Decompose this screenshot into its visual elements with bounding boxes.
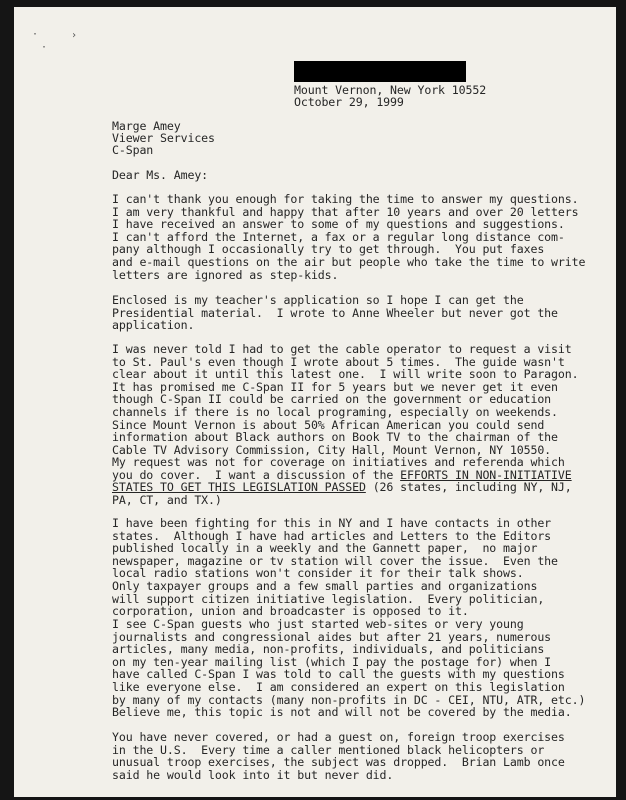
request-line-2: you do cover. I want a discussion of the <box>112 467 401 482</box>
recipient-organization: C-Span <box>112 143 154 157</box>
paragraph-cable: I was never told I had to get the cable operator to request a visit to St. Paul's even though I wrote about 5 times. The guide wasn't clear about it until this latest one. I will write soon to Paragon. It has promised me C-Span II for 5 years but we never get it even though C-Span II could be carried on the government or education channels if there is no local programing, especially on weekends. Since Mount Vernon is about 50% African American you could send information about Black authors on Book TV to the chairman of the Cable TV Advisory Commission, City Hall, Mount Vernon, NY 10550. <box>112 342 579 457</box>
request-line-1: My request was not for coverage on initiatives and referenda which <box>112 455 565 469</box>
underlined-efforts: EFFORTS IN NON-INITIATIVE <box>400 467 572 482</box>
paragraph-troops: You have never covered, or had a guest on, foreign troop exercises in the U.S. Every time a caller mentioned black helicopters or unusual troop exercises, the subject was dropped. Brian Lamb once said he would look into it but never did. <box>112 730 565 782</box>
letter-date: October 29, 1999 <box>294 95 404 109</box>
underlined-states: STATES TO GET THIS LEGISLATION PASSED <box>112 480 366 495</box>
letter-page <box>14 7 616 797</box>
scan-speck: · <box>41 42 48 53</box>
paragraph-thanks: I can't thank you enough for taking the time to answer my questions. I am very thankful and happy that after 10 years and over 20 letters I have received an answer to some of my questions and suggestions. I can't afford the Internet, a fax or a regular long distance com- pany although I occasionally try to get through. You put faxes and e-mail questions on the air but people who take the time to write letters are ignored as step-kids. <box>112 192 586 282</box>
sender-address: Mount Vernon, New York 10552 <box>294 83 487 97</box>
recipient-department: Viewer Services <box>112 131 215 145</box>
recipient-name: Marge Amey <box>112 119 181 133</box>
scan-speck: › <box>71 30 78 41</box>
salutation: Dear Ms. Amey: <box>112 168 209 182</box>
scan-speck: · <box>32 29 39 40</box>
request-line-3: (26 states, including NY, NJ, <box>365 480 572 495</box>
request-line-4: PA, CT, and TX.) <box>112 492 222 507</box>
redaction-block <box>294 61 466 82</box>
paragraph-application: Enclosed is my teacher's application so I hope I can get the Presidential material. I wrote to Anne Wheeler but never got the application. <box>112 293 558 333</box>
paragraph-fighting: I have been fighting for this in NY and I have contacts in other states. Although I have had articles and Letters to the Editors published locally in a weekly and the Gannett paper, no major newspaper, magazine or tv station will cover the issue. Even the local radio stations won't consider it for their talk shows. Only taxpayer groups and a few small parties and organizations will support citizen initiative legislation. Every politician, corporation, union and broadcaster is opposed to it. <box>112 516 558 619</box>
paragraph-guests: I see C-Span guests who just started web-sites or very young journalists and congressional aides but after 21 years, numerous articles, many media, non-profits, individuals, and politicians on my ten-year mailing list (which I pay the postage for) when I have called C-Span I was told to call the guests with my questions like everyone else. I am considered an expert on this legislation by many of my contacts (many non-profits in DC - CEI, NTU, ATR, etc.) Believe me, this topic is not and will not be covered by the media. <box>112 617 586 720</box>
paragraph-request <box>112 456 572 506</box>
